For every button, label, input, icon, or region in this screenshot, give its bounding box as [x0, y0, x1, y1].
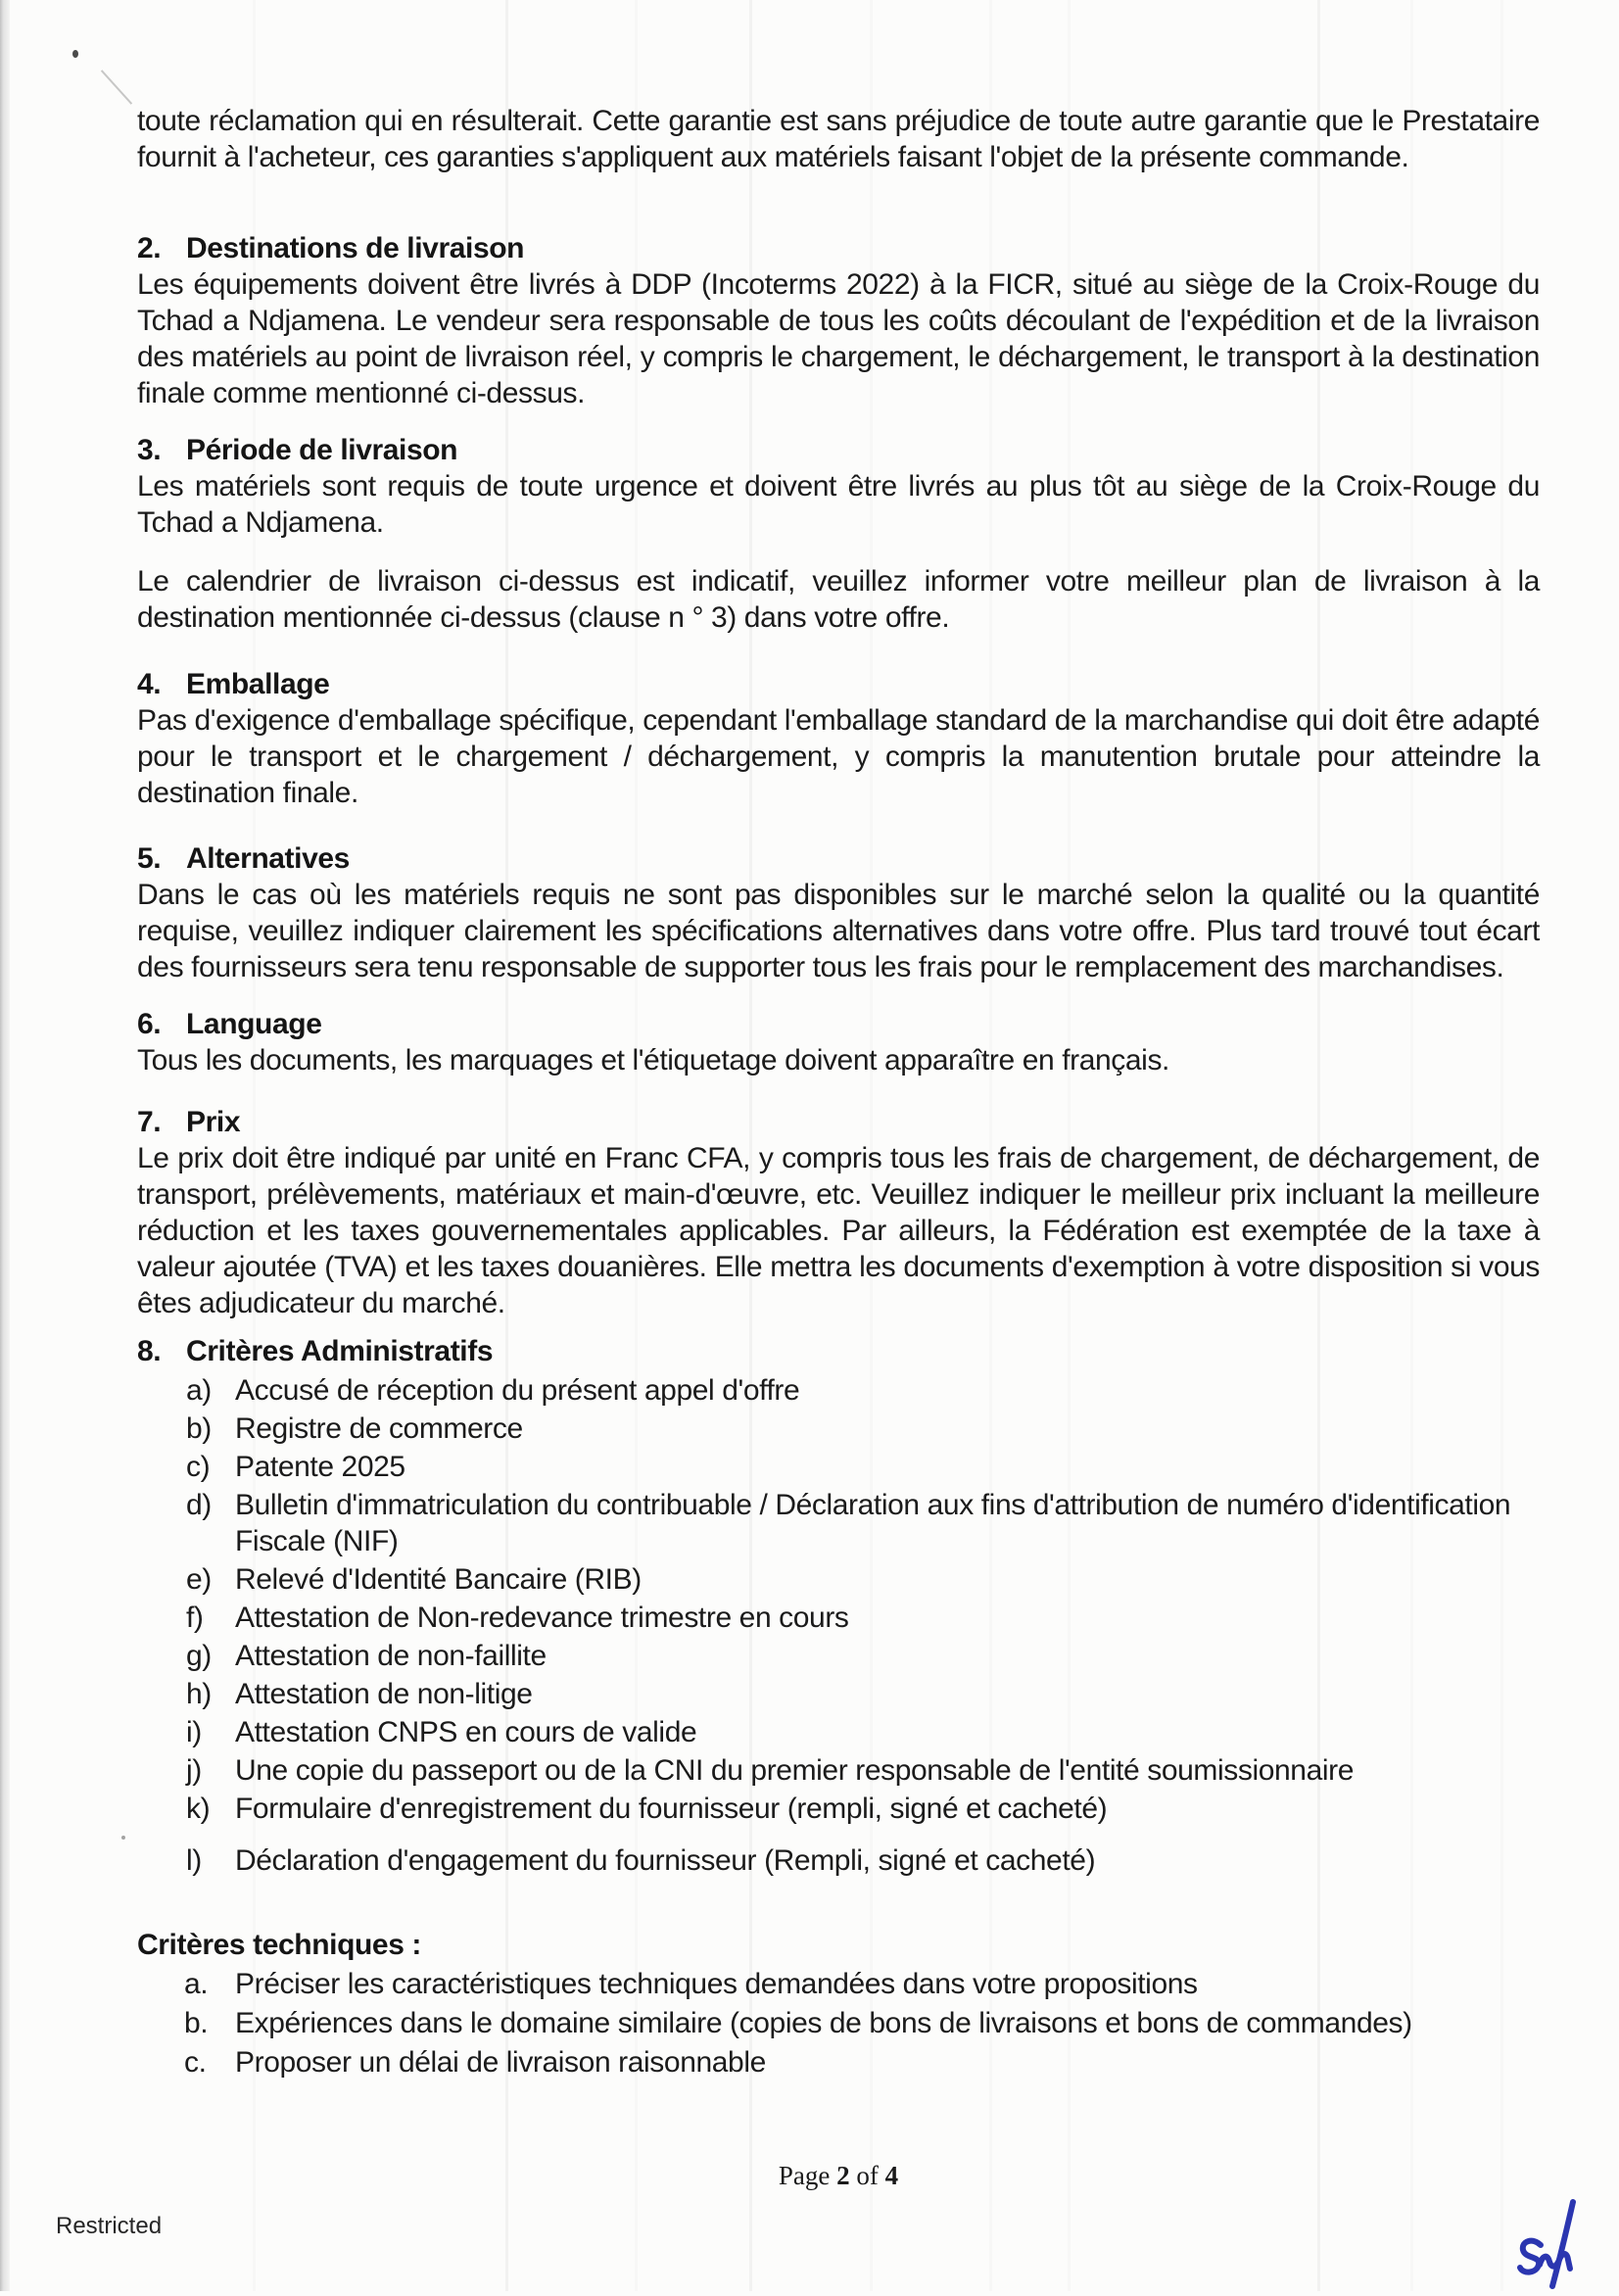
section-number: 5.: [137, 842, 162, 875]
list-text: Registre de commerce: [235, 1412, 523, 1445]
document-body: [137, 103, 1540, 2081]
admin-list-item: [137, 1372, 1540, 1409]
admin-list-item: [137, 1714, 1540, 1750]
section-heading: [137, 666, 1540, 702]
list-text: Attestation de non-litige: [235, 1678, 533, 1710]
section-heading: [137, 432, 1540, 468]
sections: [137, 230, 1540, 1879]
ink-speck: [72, 50, 78, 58]
list-text: Bulletin d'immatriculation du contribuable / Déclaration aux fins d'attribution de numéro d'identification Fiscale (NIF): [235, 1489, 1511, 1557]
list-text: Formulaire d'enregistrement du fournisseur (rempli, signé et cacheté): [235, 1793, 1108, 1825]
section-heading: [137, 1104, 1540, 1140]
section-5: [137, 840, 1540, 985]
technical-criteria-list: [137, 1966, 1540, 2081]
list-marker: h): [186, 1678, 212, 1710]
section-title: Destinations de livraison: [186, 232, 525, 264]
admin-list-item: [137, 1842, 1540, 1879]
list-marker: j): [186, 1754, 202, 1787]
list-marker: b.: [184, 2007, 209, 2039]
scan-scratch: [101, 70, 132, 105]
intro-paragraph: toute réclamation qui en résulterait. Cette garantie est sans préjudice de toute autre garantie que le Prestataire fournit à l'acheteur, ces garanties s'appliquent aux matériels faisant l'objet de la présente commande.: [137, 105, 1540, 173]
list-text: Déclaration d'engagement du fournisseur (Rempli, signé et cacheté): [235, 1844, 1096, 1877]
section-heading: [137, 1333, 1540, 1369]
section-number: 2.: [137, 232, 162, 264]
list-text: Attestation de non-faillite: [235, 1640, 547, 1672]
admin-list-item: [137, 1487, 1540, 1559]
section-title: Prix: [186, 1106, 241, 1138]
list-marker: i): [186, 1716, 202, 1748]
list-text: Patente 2025: [235, 1451, 405, 1483]
technical-list-item: [137, 2005, 1540, 2041]
technical-list-item: [137, 2044, 1540, 2081]
list-text: Une copie du passeport ou de la CNI du premier responsable de l'entité soumissionnaire: [235, 1754, 1355, 1787]
section-heading: [137, 230, 1540, 266]
list-text: Accusé de réception du présent appel d'offre: [235, 1374, 800, 1407]
admin-criteria-list: [137, 1372, 1540, 1879]
section-paragraph: Les équipements doivent être livrés à DDP (Incoterms 2022) à la FICR, situé au siège de la Croix-Rouge du Tchad a Ndjamena. Le vendeur sera responsable de tous les coûts découlant de l'expédition et de la livraison des matériels au point de livraison réel, y compris le chargement, le déchargement, le transport à la destination finale comme mentionné ci-dessus.: [137, 268, 1540, 409]
admin-list-item: [137, 1791, 1540, 1827]
section-paragraph: Les matériels sont requis de toute urgence et doivent être livrés au plus tôt au siège de la Croix-Rouge du Tchad a Ndjamena.: [137, 470, 1540, 539]
section-heading: [137, 1006, 1540, 1042]
list-marker: d): [186, 1489, 212, 1521]
section-paragraph: Le prix doit être indiqué par unité en Franc CFA, y compris tous les frais de chargement, de déchargement, de transport, prélèvements, matériaux et main-d'œuvre, etc. Veuillez indiquer le meilleur prix incluant la meilleure réduction et les taxes gouvernementales applicables. Par ailleurs, la Fédération est exemptée de la taxe à valeur ajoutée (TVA) et les taxes douanières. Elle mettra les documents d'exemption à votre disposition si vous êtes adjudicateur du marché.: [137, 1142, 1540, 1319]
list-text: Attestation de Non-redevance trimestre en cours: [235, 1602, 849, 1634]
admin-list-item: [137, 1752, 1540, 1789]
section-title: Emballage: [186, 668, 330, 700]
list-marker: a): [186, 1374, 212, 1407]
list-marker: c.: [184, 2046, 207, 2079]
admin-list-item: [137, 1561, 1540, 1598]
page-number: 2: [836, 2161, 850, 2190]
section-7: [137, 1104, 1540, 1321]
section-paragraph: Pas d'exigence d'emballage spécifique, cependant l'emballage standard de la marchandise qui doit être adapté pour le transport et le chargement / déchargement, y compris la manutention brutale pour atteindre la destination finale.: [137, 704, 1540, 809]
section-number: 8.: [137, 1335, 162, 1367]
page-label: Page: [778, 2161, 837, 2190]
list-marker: f): [186, 1602, 204, 1634]
list-text: Proposer un délai de livraison raisonnable: [235, 2046, 766, 2079]
section-paragraph: Le calendrier de livraison ci-dessus est indicatif, veuillez informer votre meilleur plan de livraison à la destination mentionnée ci-dessus (clause n ° 3) dans votre offre.: [137, 565, 1540, 634]
page-of-label: of: [849, 2161, 885, 2190]
page-total: 4: [884, 2161, 899, 2190]
section-number: 3.: [137, 434, 162, 466]
list-text: Expériences dans le domaine similaire (copies de bons de livraisons et bons de commandes): [235, 2007, 1412, 2039]
section-paragraph: Tous les documents, les marquages et l'étiquetage doivent apparaître en français.: [137, 1044, 1169, 1076]
section-3: [137, 432, 1540, 636]
list-marker: c): [186, 1451, 211, 1483]
admin-list-item: [137, 1411, 1540, 1447]
admin-list-item: [137, 1449, 1540, 1485]
section-title: Language: [186, 1008, 322, 1040]
list-marker: k): [186, 1793, 211, 1825]
section-paragraph: Dans le cas où les matériels requis ne sont pas disponibles sur le marché selon la qualité ou la quantité requise, veuillez indiquer clairement les spécifications alternatives dans votre offre. Plus tard trouvé tout écart des fournisseurs sera tenu responsable de supporter tous les frais pour le remplacement des marchandises.: [137, 879, 1540, 983]
section-6: [137, 1006, 1540, 1078]
admin-list-item: [137, 1600, 1540, 1636]
admin-list-item: [137, 1638, 1540, 1674]
section-number: 4.: [137, 668, 162, 700]
list-marker: l): [186, 1844, 202, 1877]
list-text: Préciser les caractéristiques techniques demandées dans votre propositions: [235, 1968, 1198, 2000]
section-title: Critères Administratifs: [186, 1335, 494, 1367]
list-marker: a.: [184, 1968, 209, 2000]
list-marker: g): [186, 1640, 212, 1672]
list-marker: b): [186, 1412, 212, 1445]
technical-list-item: [137, 1966, 1540, 2002]
signature-initials: [1511, 2194, 1588, 2296]
admin-list-item: [137, 1676, 1540, 1712]
section-title: Alternatives: [186, 842, 350, 875]
section-2: [137, 230, 1540, 411]
scan-left-edge: [0, 0, 10, 2291]
section-number: 7.: [137, 1106, 162, 1138]
technical-criteria-heading: Critères techniques :: [137, 1929, 422, 1961]
page-number-footer: [137, 2161, 1540, 2191]
ink-speck: [121, 1836, 125, 1840]
section-4: [137, 666, 1540, 811]
section-heading: [137, 840, 1540, 877]
list-text: Attestation CNPS en cours de valide: [235, 1716, 697, 1748]
restricted-label: Restricted: [56, 2213, 163, 2239]
list-marker: e): [186, 1563, 212, 1596]
section-number: 6.: [137, 1008, 162, 1040]
section-8: [137, 1333, 1540, 1879]
section-title: Période de livraison: [186, 434, 458, 466]
list-text: Relevé d'Identité Bancaire (RIB): [235, 1563, 642, 1596]
